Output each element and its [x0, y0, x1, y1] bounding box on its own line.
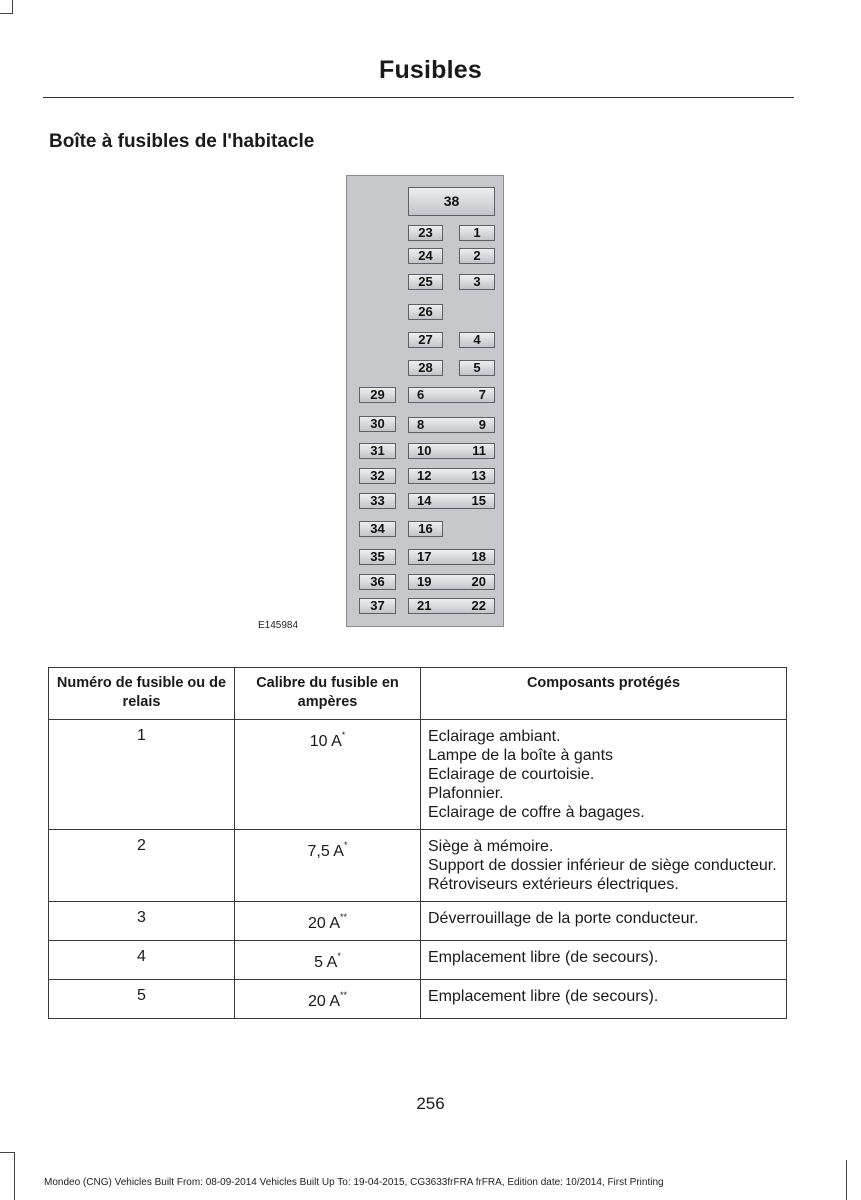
fuse-21-22: 21 22: [408, 598, 495, 614]
table-row: [49, 941, 787, 980]
title-divider: [43, 97, 794, 98]
fuse-16: 16: [408, 521, 443, 537]
fuse-27: 27: [408, 332, 443, 348]
fuse-number: 3: [49, 902, 235, 941]
crop-mark-bottom-left-h: [0, 1152, 15, 1153]
fuse-33: 33: [359, 493, 396, 509]
fuse-rating: 10 A*: [235, 720, 421, 830]
fuse-24: 24: [408, 248, 443, 264]
crop-mark-top-left-v: [12, 0, 13, 14]
fuse-30: 30: [359, 416, 396, 432]
fuse-number: 1: [49, 720, 235, 830]
footer-edition-info: Mondeo (CNG) Vehicles Built From: 08-09-2014 Vehicles Built Up To: 19-04-2015, CG3633frFRA frFRA, Edition date: 10/2014, First Printing: [44, 1177, 664, 1188]
page-number: 256: [416, 1094, 445, 1113]
fuse-rating: 20 A**: [235, 902, 421, 941]
fuse-6-7: 6 7: [408, 387, 495, 403]
fuse-31: 31: [359, 443, 396, 459]
header-fuse-number: Numéro de fusible ou de relais: [49, 668, 235, 720]
fuse-34: 34: [359, 521, 396, 537]
fuse-12-13: 12 13: [408, 468, 495, 484]
fuse-10-11: 10 11: [408, 443, 495, 459]
fuse-rating: 20 A**: [235, 980, 421, 1019]
fuse-36: 36: [359, 574, 396, 590]
fuse-1: 1: [459, 225, 495, 241]
crop-mark-bottom-right-v: [846, 1160, 847, 1200]
section-heading: Boîte à fusibles de l'habitacle: [49, 131, 315, 152]
protected-components: Eclairage ambiant. Lampe de la boîte à gants Eclairage de courtoisie. Plafonnier. Eclairage de coffre à bagages.: [421, 720, 787, 830]
table-row: [49, 830, 787, 902]
protected-components: Emplacement libre (de secours).: [421, 980, 787, 1019]
fuse-35: 35: [359, 549, 396, 565]
fuse-29: 29: [359, 387, 396, 403]
protected-components: Siège à mémoire. Support de dossier inférieur de siège conducteur. Rétroviseurs extérieurs électriques.: [421, 830, 787, 902]
fuse-37: 37: [359, 598, 396, 614]
fuse-number: 5: [49, 980, 235, 1019]
crop-mark-top-left-h: [0, 13, 13, 14]
table-row: [49, 720, 787, 830]
fuse-number: 4: [49, 941, 235, 980]
fuse-19-20: 19 20: [408, 574, 495, 590]
fuse-rating: 7,5 A*: [235, 830, 421, 902]
diagram-code: E145984: [258, 620, 299, 631]
fuse-box-diagram: [346, 175, 504, 627]
table-header-row: [49, 668, 787, 720]
fuse-4: 4: [459, 332, 495, 348]
crop-mark-bottom-left-v: [14, 1152, 15, 1200]
protected-components: Déverrouillage de la porte conducteur.: [421, 902, 787, 941]
table-row: [49, 980, 787, 1019]
fuse-25: 25: [408, 274, 443, 290]
fuse-26: 26: [408, 304, 443, 320]
fuse-number: 2: [49, 830, 235, 902]
fuse-38: 38: [408, 187, 495, 216]
fuse-32: 32: [359, 468, 396, 484]
header-components: Composants protégés: [421, 668, 787, 720]
page-title: Fusibles: [378, 56, 483, 84]
fuse-8-9: 8 9: [408, 417, 495, 433]
header-fuse-rating: Calibre du fusible en ampères: [235, 668, 421, 720]
fuse-14-15: 14 15: [408, 493, 495, 509]
fuse-2: 2: [459, 248, 495, 264]
fuse-rating: 5 A*: [235, 941, 421, 980]
protected-components: Emplacement libre (de secours).: [421, 941, 787, 980]
fuse-3: 3: [459, 274, 495, 290]
fuse-28: 28: [408, 360, 443, 376]
fuse-17-18: 17 18: [408, 549, 495, 565]
fuse-table: [48, 667, 787, 1019]
table-row: [49, 902, 787, 941]
fuse-23: 23: [408, 225, 443, 241]
fuse-5: 5: [459, 360, 495, 376]
